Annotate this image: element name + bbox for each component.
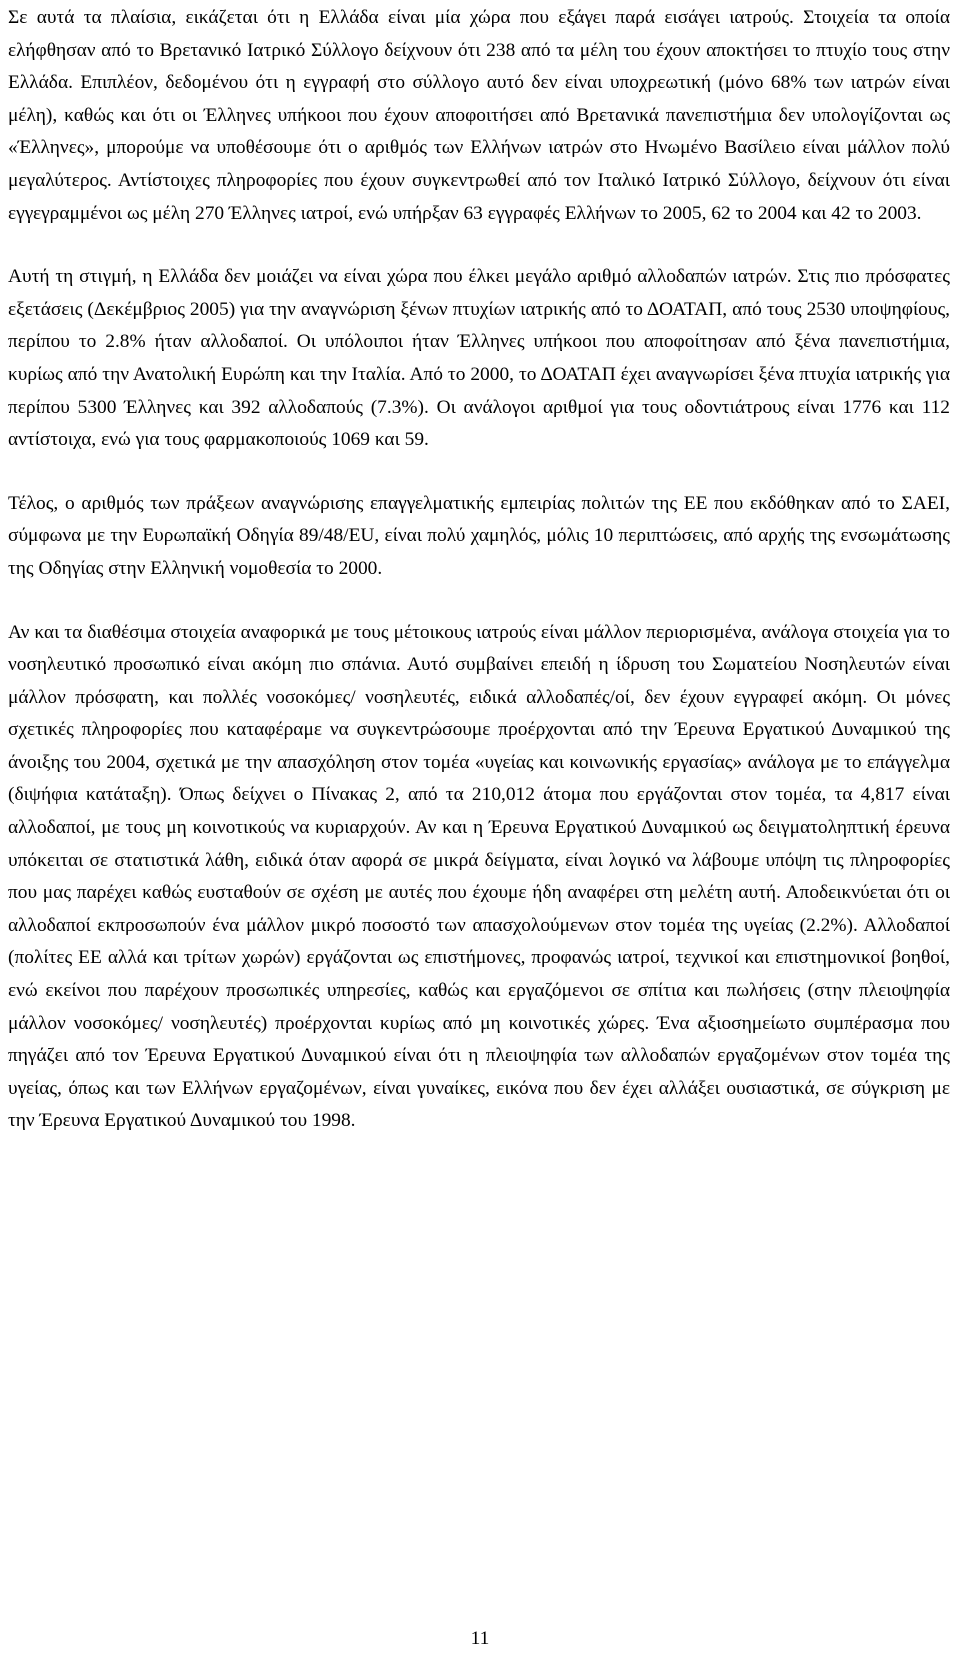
page-number: 11 [470,1628,490,1649]
paragraph-nursing-staff: Αν και τα διαθέσιμα στοιχεία αναφορικά με τους μέτοικους ιατρούς είναι μάλλον περιορισμένα, ανάλογα στοιχεία για το νοσηλευτικό προσωπικό είναι ακόμη πιο σπάνια. Αυτό συμβαίνει επειδή η ίδρυση του Σωματείου Νοσηλευτών είναι μάλλον πρόσφατη, και πολλές νοσοκόμες/ νοσηλευτές, ειδικά αλλοδαπές/οί, δεν έχουν εγγραφεί ακόμη. Οι μόνες σχετικές πληροφορίες που καταφέραμε να συγκεντρώσουμε προέρχονται από την Έρευνα Εργατικού Δυναμικού της άνοιξης του 2004, σχετικά με την απασχόληση στον τομέα «υγείας και κοινωνικής εργασίας» ανάλογα με το επάγγελμα (διψήφια κατάταξη). Όπως δείχνει ο Πίνακας 2, από τα 210,012 άτομα που εργάζονται στον τομέα, τα 4,817 είναι αλλοδαποί, με τους μη κοινοτικούς να κυριαρχούν. Αν και η Έρευνα Εργατικού Δυναμικού ως δειγματοληπτική έρευνα υπόκειται σε στατιστικά λάθη, ειδικά όταν αφορά σε μικρά δείγματα, είναι λογικό να λάβουμε υπόψη τις πληροφορίες που μας παρέχει καθώς ευσταθούν σε σχέση με αυτές που έχουμε ήδη αναφέρει στη μελέτη αυτή. Αποδεικνύεται ότι οι αλλοδαποί εκπροσωπούν ένα μάλλον μικρό ποσοστό των απασχολούμενων στον τομέα της υγείας (2.2%). Αλλοδαποί (πολίτες ΕΕ αλλά και τρίτων χωρών) εργάζονται ως επιστήμονες, προφανώς ιατροί, τεχνικοί και επιστημονικοί βοηθοί, ενώ εκείνοι που παρέχουν προσωπικές υπηρεσίες, καθώς και εργαζόμενοι σε σπίτια και πωλήσεις (στην πλειοψηφία μάλλον νοσοκόμες/ νοσηλευτές) προέρχονται κυρίως από μη κοινοτικές χώρες. Ένα αξιοσημείωτο συμπέρασμα που πηγάζει από τον Έρευνα Εργατικού Δυναμικού είναι ότι η πλειοψηφία των αλλοδαπών εργαζομένων στον τομέα της υγείας, όπως και των Ελλήνων εργαζομένων, είναι γυναίκες, εικόνα που δεν έχει αλλάξει ουσιαστικά, σε σύγκριση με την Έρευνα Εργατικού Δυναμικού του 1998. [8,621,950,1132]
paragraph-eu-recognition: Τέλος, ο αριθμός των πράξεων αναγνώρισης επαγγελματικής εμπειρίας πολιτών της ΕΕ που εκδόθηκαν από το ΣΑΕΙ, σύμφωνα με την Ευρωπαϊκή Οδηγία 89/48/EU, είναι πολύ χαμηλός, μόλις 10 περιπτώσεις, από αρχής της ενσωμάτωσης της Οδηγίας στην Ελληνική νομοθεσία το 2000. [8,492,950,579]
paragraph-foreign-doctors-greece: Αυτή τη στιγμή, η Ελλάδα δεν μοιάζει να είναι χώρα που έλκει μεγάλο αριθμό αλλοδαπών ιατρών. Στις πιο πρόσφατες εξετάσεις (Δεκέμβριος 2005) για την αναγνώριση ξένων πτυχίων ιατρικής από το ΔΟΑΤΑΠ, από τους 2530 υποψηφίους, περίπου το 2.8% ήταν αλλοδαποί. Οι υπόλοιποι ήταν Έλληνες υπήκοοι που αποφοίτησαν από ξένα πανεπιστήμια, κυρίως από την Ανατολική Ευρώπη και την Ιταλία. Από το 2000, το ΔΟΑΤΑΠ έχει αναγνωρίσει ξένα πτυχία ιατρικής για περίπου 5300 Έλληνες και 392 αλλοδαπούς (7.3%). Οι ανάλογοι αριθμοί για τους οδοντιάτρους είναι 1776 και 112 αντίστοιχα, ενώ για τους φαρμακοποιούς 1069 και 59. [8,266,950,451]
paragraph-greek-doctors-abroad: Σε αυτά τα πλαίσια, εικάζεται ότι η Ελλάδα είναι μία χώρα που εξάγει παρά εισάγει ιατρούς. Στοιχεία τα οποία ελήφθησαν από το Βρετανικό Ιατρικό Σύλλογο δείχνουν ότι 238 από τα μέλη του έχουν αποκτήσει το πτυχίο τους στην Ελλάδα. Επιπλέον, δεδομένου ότι η εγγραφή στο σύλλογο αυτό δεν είναι υποχρεωτική (μόνο 68% των ιατρών είναι μέλη), καθώς και ότι οι Έλληνες υπήκοοι που έχουν αποφοιτήσει από Βρετανικά πανεπιστήμια δεν υπολογίζονται ως «Έλληνες», μπορούμε να υποθέσουμε ότι ο αριθμός των Ελλήνων ιατρών στο Ηνωμένο Βασίλειο είναι μάλλον πολύ μεγαλύτερος. Αντίστοιχες πληροφορίες που έχουν συγκεντρωθεί από τον Ιταλικό Ιατρικό Σύλλογο, δείχνουν ότι είναι εγγεγραμμένοι ως μέλη 270 Έλληνες ιατροί, ενώ υπήρξαν 63 εγγραφές Ελλήνων το 2005, 62 το 2004 και 42 το 2003. [8,7,950,224]
